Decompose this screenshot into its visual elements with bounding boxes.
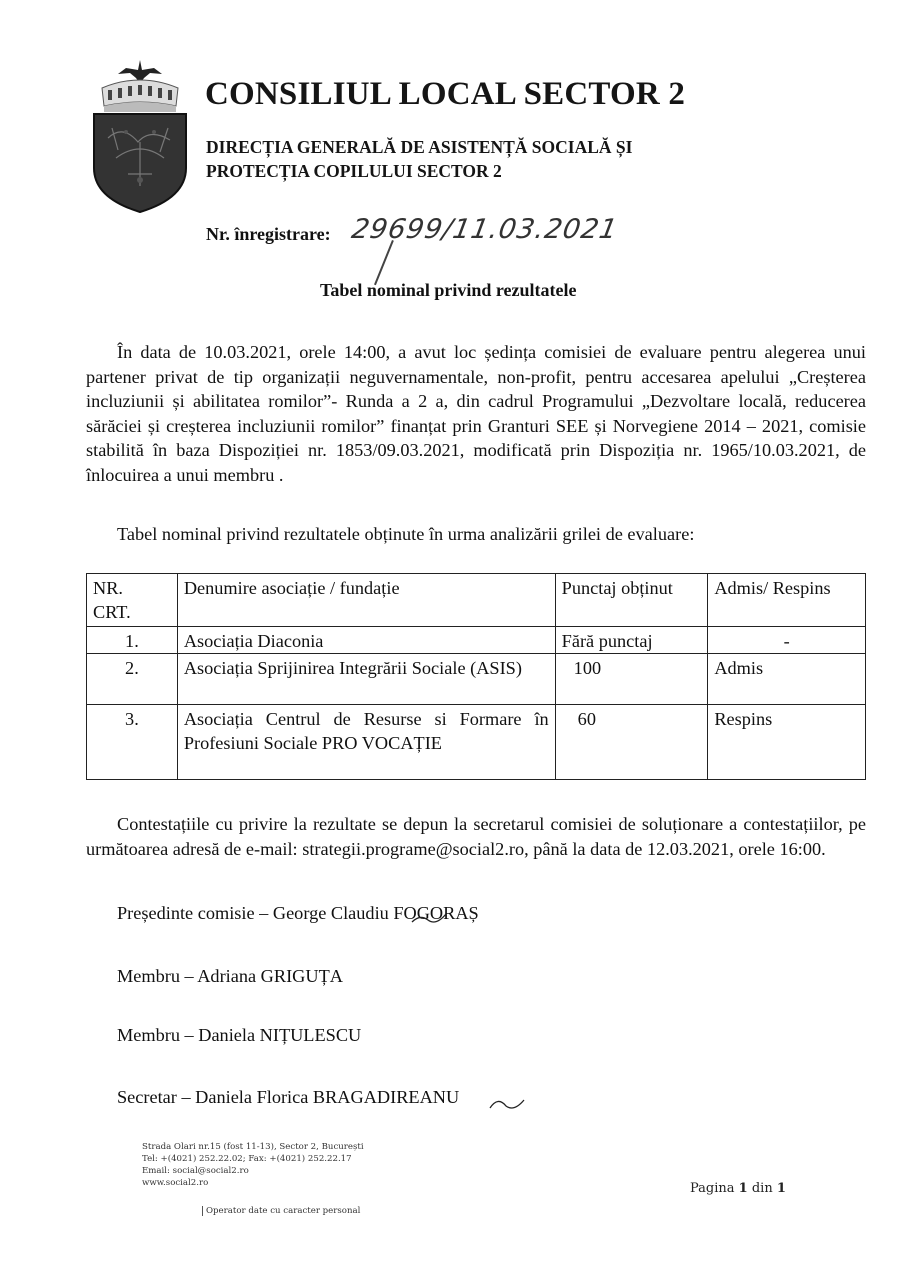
table-row — [87, 654, 866, 705]
row-nr: 3. — [87, 705, 178, 780]
row-score-value: Fără punctaj — [561, 631, 653, 651]
row-status-value: Admis — [714, 658, 764, 678]
page-of: din — [751, 1181, 773, 1196]
page-number — [690, 1181, 786, 1196]
footer-contact — [142, 1141, 364, 1189]
table-header-row — [87, 574, 866, 627]
table-row — [87, 705, 866, 780]
coat-of-arms-icon — [88, 58, 192, 214]
signatory-member-1 — [117, 966, 343, 987]
council-title: CONSILIUL LOCAL SECTOR 2 — [205, 76, 686, 112]
header-nr-line2: CRT. — [93, 602, 131, 622]
directorate-name — [206, 135, 632, 183]
signatory-line: Președinte comisie – George Claudiu FOGORAȘ — [117, 903, 479, 923]
data-operator-note: Operator date cu caracter personal — [202, 1206, 360, 1216]
row-status — [708, 627, 866, 654]
row-name: Asociația Diaconia — [177, 627, 555, 654]
header-nr-crt — [87, 574, 178, 627]
row-nr: 1. — [87, 627, 178, 654]
header-nr-line1: NR. — [93, 578, 123, 598]
row-score-value: 100 — [573, 658, 602, 678]
intro-paragraph-text: În data de 10.03.2021, orele 14:00, a avut loc ședința comisiei de evaluare pentru alegerea unui partener privat de tip organizații neguvernamentale, non-profit, pentru accesarea apelului „Creșterea incluziunii și abilitatea romilor”- Runda a 2 a, din cadrul Programului „Dezvoltare locală, reducerea sărăciei și creșterea incluziunii romilor” finanțat prin Granturi SEE și Norvegiene 2014 – 2021, comisie stabilită în baza Dispoziției nr. 1853/09.03.2021, modificată prin Dispoziția nr. 1965/10.03.2021, de înlocuirea a unui membru . — [86, 342, 866, 485]
intro-paragraph — [86, 340, 866, 488]
footer-website: www.social2.ro — [142, 1178, 209, 1188]
row-status — [708, 705, 866, 780]
handwritten-stroke — [374, 240, 394, 285]
footer-phone-fax: Tel: +(4021) 252.22.02; Fax: +(4021) 252.22.17 — [142, 1154, 352, 1164]
row-score — [555, 654, 708, 705]
signatory-member-2 — [117, 1025, 361, 1046]
page-current: 1 — [738, 1181, 748, 1196]
directorate-line-1: DIRECȚIA GENERALĂ DE ASISTENȚĂ SOCIALĂ ȘI — [206, 137, 633, 157]
header-name: Denumire asociație / fundație — [177, 574, 555, 627]
results-table — [86, 573, 866, 780]
row-nr: 2. — [87, 654, 178, 705]
registration-label: Nr. înregistrare: — [206, 224, 331, 244]
signatory-line: Secretar – Daniela Florica BRAGADIREANU — [117, 1087, 460, 1107]
row-score — [555, 705, 708, 780]
row-status-value: Respins — [714, 709, 773, 729]
row-name: Asociația Sprijinirea Integrării Sociale (ASIS) — [177, 654, 555, 705]
signatory-secretary — [117, 1087, 459, 1108]
header-status: Admis/ Respins — [708, 574, 866, 627]
header-score: Punctaj obținut — [555, 574, 708, 627]
signatory-line: Membru – Adriana GRIGUȚA — [117, 966, 343, 986]
row-score — [555, 627, 708, 654]
signatory-line: Membru – Daniela NIȚULESCU — [117, 1025, 362, 1045]
page-total: 1 — [776, 1181, 786, 1196]
table-row — [87, 627, 866, 654]
footer-email: Email: social@social2.ro — [142, 1166, 249, 1176]
row-score-value: 60 — [577, 709, 596, 729]
appeals-paragraph — [86, 812, 866, 861]
signature-scribble-icon — [410, 906, 450, 930]
row-status-value: - — [783, 631, 790, 651]
directorate-line-2: PROTECȚIA COPILULUI SECTOR 2 — [206, 161, 502, 181]
appeals-paragraph-text: Contestațiile cu privire la rezultate se depun la secretarul comisiei de soluționare a contestațiilor, pe următoarea adresă de e-mail: strategii.programe@social2.ro, până la data de 12.03.2021, orele 16:00. — [86, 814, 866, 859]
row-status — [708, 654, 866, 705]
document-title: Tabel nominal privind rezultatele — [320, 280, 577, 300]
registration-number-handwritten: 29699/11.03.2021 — [349, 214, 621, 245]
signature-scribble-icon — [488, 1090, 528, 1114]
footer-address: Strada Olari nr.15 (fost 11-13), Sector 2, București — [142, 1142, 364, 1152]
page-label: Pagina — [690, 1181, 735, 1196]
row-name: Asociația Centrul de Resurse si Formare în Profesiuni Sociale PRO VOCAȚIE — [177, 705, 555, 780]
table-intro: Tabel nominal privind rezultatele obținute în urma analizării grilei de evaluare: — [117, 524, 695, 544]
